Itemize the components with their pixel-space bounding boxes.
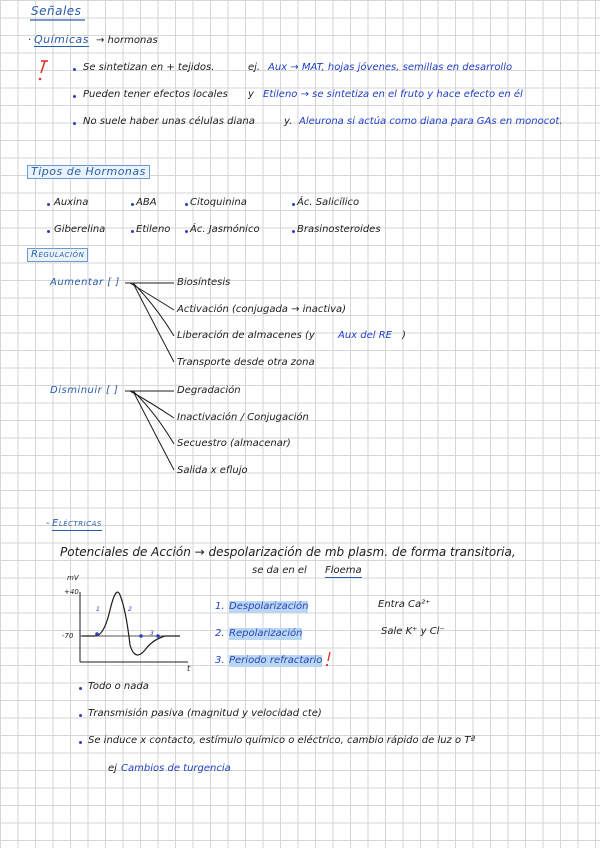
electricas-label: Eléctricas xyxy=(52,518,102,529)
quimicas-bullet-2-example: Etileno → se sintetiza en el fruto y hace efecto en él xyxy=(263,89,523,100)
phase-number: 1. xyxy=(215,601,225,612)
dash-marker: · xyxy=(28,35,32,46)
hormone-item: Brasinosteroides xyxy=(297,224,381,235)
graph-marker: 1 xyxy=(96,606,100,613)
aumentar-tree xyxy=(125,283,174,362)
electricas-floema: Floema xyxy=(325,565,362,576)
bullet xyxy=(47,203,50,206)
example-text: Cambios de turgencia xyxy=(121,763,231,774)
regulacion-label: Regulación xyxy=(27,248,88,262)
quimicas-bullet-1-text: Se sintetizan en + tejidos. xyxy=(83,62,215,73)
bullet xyxy=(73,95,76,98)
bullet xyxy=(73,68,76,71)
phase-note: Sale K⁺ y Cl⁻ xyxy=(381,626,445,637)
disminuir-branch: Salida x eflujo xyxy=(177,465,248,476)
graph-x-label: t xyxy=(187,664,191,673)
electricas-heading: Potenciales de Acción → despolarización de mb plasm. de forma transitoria, xyxy=(60,545,516,559)
phase-number: 3. xyxy=(215,655,225,666)
graph-y-top: +40 xyxy=(64,588,79,596)
electricas-bullet: Todo o nada xyxy=(88,681,149,692)
disminuir-branch: Inactivación / Conjugación xyxy=(177,412,309,423)
bullet xyxy=(185,203,188,206)
quimicas-bullet-2-ex: y xyxy=(248,89,254,100)
graph-y-rest: -70 xyxy=(62,632,74,640)
quimicas-bullet-2-text: Pueden tener efectos locales xyxy=(83,89,228,100)
electricas-bullet: Se induce x contacto, estímulo químico o eléctrico, cambio rápido de luz o Tª xyxy=(88,735,476,746)
aumentar-branch-extra: Aux del RE xyxy=(338,330,392,341)
bullet xyxy=(185,230,188,233)
quimicas-arrow: → hormonas xyxy=(96,35,158,46)
hormone-item: ABA xyxy=(136,197,157,208)
bullet xyxy=(292,230,295,233)
quimicas-label: Químicas xyxy=(34,33,89,46)
graph-marker: 3 xyxy=(150,630,154,637)
disminuir-label: Disminuir [ ] xyxy=(50,385,119,396)
graph-curve xyxy=(82,592,180,655)
quimicas-bullet-1-example: Aux → MAT, hojas jóvenes, semillas en desarrollo xyxy=(268,62,513,73)
electricas-bullet: Transmisión pasiva (magnitud y velocidad cte) xyxy=(88,708,322,719)
action-potential-graph xyxy=(80,592,188,662)
hormone-item: Giberelina xyxy=(54,224,106,235)
bullet xyxy=(73,122,76,125)
electricas-heading-line2: se da en el xyxy=(252,565,307,576)
hormone-item: Ác. Salicílico xyxy=(297,197,360,208)
exclaim-mark-1 xyxy=(39,61,48,80)
exclaim-mark-2 xyxy=(326,652,330,666)
phase-name: Despolarización xyxy=(229,601,309,612)
phase-number: 2. xyxy=(215,628,225,639)
bullet xyxy=(131,230,134,233)
graph-y-label: mV xyxy=(67,574,79,582)
graph-marker: 2 xyxy=(128,606,132,613)
bullet xyxy=(79,687,82,690)
tipos-label: Tipos de Hormonas xyxy=(27,165,150,179)
aumentar-label: Aumentar [ ] xyxy=(50,277,120,288)
page-title: Señales xyxy=(31,4,82,18)
hormone-item: Citoquinina xyxy=(190,197,247,208)
phase-name: Periodo refractario xyxy=(229,655,323,666)
graph-point xyxy=(139,634,143,638)
bullet xyxy=(292,203,295,206)
disminuir-branch: Degradación xyxy=(177,385,241,396)
aumentar-branch: Transporte desde otra zona xyxy=(177,357,315,368)
quimicas-bullet-3-example: Aleurona si actúa como diana para GAs en monocot. xyxy=(299,116,563,127)
quimicas-bullet-3-text: No suele haber unas células diana xyxy=(83,116,255,127)
bullet xyxy=(79,741,82,744)
aumentar-branch: Liberación de almacenes (y xyxy=(177,330,315,341)
dash-marker: - xyxy=(46,518,51,529)
hormone-item: Ác. Jasmónico xyxy=(190,224,260,235)
hormone-item: Etileno xyxy=(136,224,171,235)
phase-name: Repolarización xyxy=(229,628,303,639)
phase-note: Entra Ca²⁺ xyxy=(378,599,431,610)
disminuir-branch: Secuestro (almacenar) xyxy=(177,438,291,449)
aumentar-branch: Biosíntesis xyxy=(177,277,231,288)
bullet xyxy=(47,230,50,233)
aumentar-branch-close: ) xyxy=(402,330,406,341)
quimicas-bullet-3-ex: y. xyxy=(284,116,293,127)
aumentar-branch: Activación (conjugada → inactiva) xyxy=(177,304,347,315)
disminuir-tree xyxy=(125,391,174,470)
hormone-item: Auxina xyxy=(54,197,89,208)
graph-point xyxy=(156,634,160,638)
bullet xyxy=(131,203,134,206)
quimicas-bullet-1-ex: ej. xyxy=(248,62,261,73)
graph-point xyxy=(95,632,99,636)
bullet xyxy=(79,714,82,717)
example-prefix: ej xyxy=(108,763,117,774)
